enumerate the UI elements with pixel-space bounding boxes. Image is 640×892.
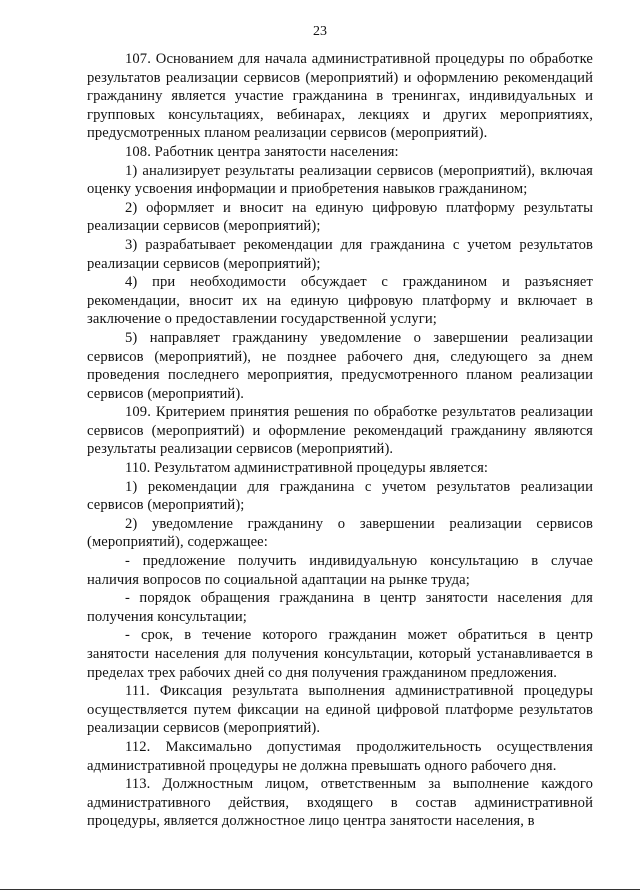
paragraph-110-dash-2: - порядок обращения гражданина в центр занятости населения для получения консультации; <box>87 590 593 625</box>
paragraph-108-item-1: 1) анализирует результаты реализации сервисов (мероприятий), включая оценку усвоения информации и приобретения навыков гражданином; <box>87 162 593 198</box>
paragraph-108: 108. Работник центра занятости населения: <box>125 143 399 160</box>
paragraph-110-dash-3: - срок, в течение которого гражданин может обратиться в центр занятости населения для получения консультации, который устанавливается в пределах трех рабочих дней со дня получения гражданином предложения. <box>87 627 593 681</box>
paragraph-110-dash-1: - предложение получить индивидуальную консультацию в случае наличия вопросов по социальной адаптации на рынке труда; <box>87 553 593 588</box>
paragraph-107: 107. Основанием для начала административной процедуры по обработке результатов реализации сервисов (мероприятий) и оформлению рекомендаций гражданину является участие гражданина в тренингах, индивидуальных и групповых консультациях, вебинарах, лекциях и других мероприятиях, предусмотренных планом реализации сервисов (мероприятий). <box>87 51 593 142</box>
paragraph-108-item-5: 5) направляет гражданину уведомление о завершении реализации сервисов (мероприятий), не позднее рабочего дня, следующего за днем проведения последнего мероприятия, предусмотренного планом реализации сервисов (мероприятий). <box>87 329 593 402</box>
paragraph-110-item-2: 2) уведомление гражданину о завершении реализации сервисов (мероприятий), содержащее: <box>87 515 593 551</box>
paragraph-110-item-1: 1) рекомендации для гражданина с учетом результатов реализации сервисов (мероприятий); <box>87 478 593 514</box>
paragraph-111: 111. Фиксация результата выполнения административной процедуры осуществляется путем фиксации на единой цифровой платформе результатов реализации сервисов (мероприятий). <box>87 683 593 737</box>
paragraph-113: 113. Должностным лицом, ответственным за выполнение каждого административного действия, входящего в состав административной процедуры, является должностное лицо центра занятости населения, в <box>87 776 593 830</box>
paragraph-112: 112. Максимально допустимая продолжительность осуществления административной процедуры не должна превышать одного рабочего дня. <box>87 738 593 774</box>
paragraph-109: 109. Критерием принятия решения по обработке результатов реализации сервисов (мероприятий) и оформление рекомендаций гражданину являются результаты реализации сервисов (мероприятий). <box>87 404 593 458</box>
page-bottom-edge <box>0 889 640 890</box>
paragraph-110: 110. Результатом административной процедуры является: <box>125 460 489 477</box>
paragraph-108-item-2: 2) оформляет и вносит на единую цифровую платформу результаты реализации сервисов (мероприятий); <box>87 199 593 235</box>
paragraph-108-item-4: 4) при необходимости обсуждает с гражданином и разъясняет рекомендации, вносит их на единую цифровую платформу и включает в заключение о предоставлении государственной услуги; <box>87 274 593 328</box>
paragraph-108-item-3: 3) разрабатывает рекомендации для гражданина с учетом результатов реализации сервисов (мероприятий); <box>87 236 593 272</box>
document-body <box>87 50 593 831</box>
page-number: 23 <box>313 24 327 39</box>
